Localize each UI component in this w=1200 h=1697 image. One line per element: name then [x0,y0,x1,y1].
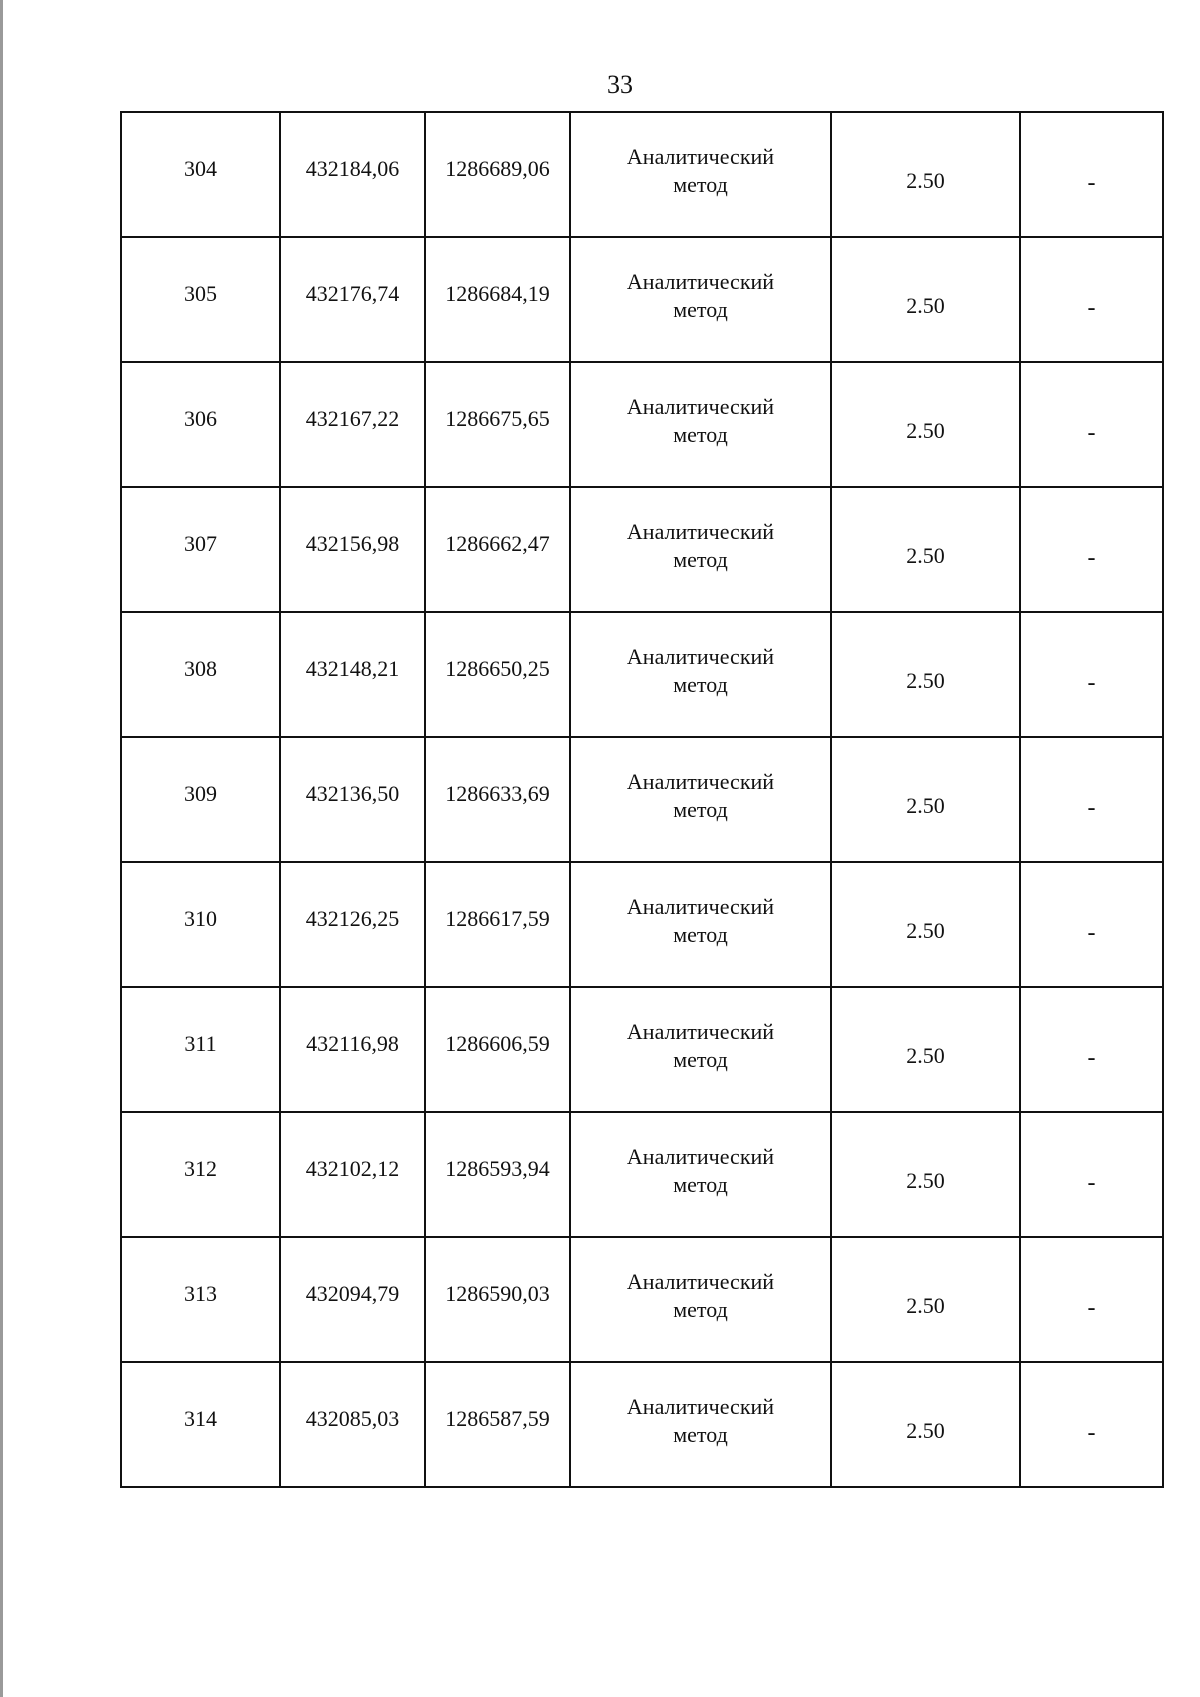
method-cell: Аналитический метод [570,487,831,612]
method-cell: Аналитический метод [570,737,831,862]
table-row [121,487,1163,612]
point-number-cell: 307 [121,487,280,612]
table-row [121,112,1163,237]
extra-cell: - [1020,237,1163,362]
y-coordinate-cell: 1286684,19 [425,237,570,362]
x-coordinate-cell: 432148,21 [280,612,425,737]
point-number-cell: 309 [121,737,280,862]
method-cell: Аналитический метод [570,362,831,487]
method-cell: Аналитический метод [570,612,831,737]
point-number-cell: 310 [121,862,280,987]
y-coordinate-cell: 1286617,59 [425,862,570,987]
extra-cell: - [1020,112,1163,237]
table-row [121,1112,1163,1237]
table-row [121,737,1163,862]
y-coordinate-cell: 1286587,59 [425,1362,570,1487]
accuracy-cell: 2.50 [831,612,1020,737]
method-cell: Аналитический метод [570,987,831,1112]
x-coordinate-cell: 432094,79 [280,1237,425,1362]
extra-cell: - [1020,362,1163,487]
y-coordinate-cell: 1286650,25 [425,612,570,737]
y-coordinate-cell: 1286633,69 [425,737,570,862]
x-coordinate-cell: 432136,50 [280,737,425,862]
x-coordinate-cell: 432116,98 [280,987,425,1112]
extra-cell: - [1020,1237,1163,1362]
method-cell: Аналитический метод [570,862,831,987]
y-coordinate-cell: 1286689,06 [425,112,570,237]
accuracy-cell: 2.50 [831,1362,1020,1487]
accuracy-cell: 2.50 [831,237,1020,362]
table-row [121,987,1163,1112]
method-cell: Аналитический метод [570,1112,831,1237]
accuracy-cell: 2.50 [831,1112,1020,1237]
page-number: 33 [607,70,633,99]
extra-cell: - [1020,737,1163,862]
extra-cell: - [1020,1362,1163,1487]
x-coordinate-cell: 432184,06 [280,112,425,237]
extra-cell: - [1020,487,1163,612]
extra-cell: - [1020,1112,1163,1237]
extra-cell: - [1020,987,1163,1112]
table-row [121,237,1163,362]
point-number-cell: 305 [121,237,280,362]
point-number-cell: 313 [121,1237,280,1362]
x-coordinate-cell: 432167,22 [280,362,425,487]
method-cell: Аналитический метод [570,1237,831,1362]
table-row [121,1362,1163,1487]
x-coordinate-cell: 432102,12 [280,1112,425,1237]
x-coordinate-cell: 432156,98 [280,487,425,612]
y-coordinate-cell: 1286606,59 [425,987,570,1112]
method-cell: Аналитический метод [570,237,831,362]
table-row [121,1237,1163,1362]
point-number-cell: 311 [121,987,280,1112]
accuracy-cell: 2.50 [831,112,1020,237]
extra-cell: - [1020,862,1163,987]
accuracy-cell: 2.50 [831,987,1020,1112]
y-coordinate-cell: 1286590,03 [425,1237,570,1362]
accuracy-cell: 2.50 [831,862,1020,987]
coordinates-table [120,111,1164,1488]
point-number-cell: 308 [121,612,280,737]
point-number-cell: 304 [121,112,280,237]
point-number-cell: 312 [121,1112,280,1237]
table-row [121,612,1163,737]
point-number-cell: 306 [121,362,280,487]
accuracy-cell: 2.50 [831,362,1020,487]
y-coordinate-cell: 1286593,94 [425,1112,570,1237]
x-coordinate-cell: 432085,03 [280,1362,425,1487]
accuracy-cell: 2.50 [831,1237,1020,1362]
extra-cell: - [1020,612,1163,737]
x-coordinate-cell: 432176,74 [280,237,425,362]
table-row [121,362,1163,487]
method-cell: Аналитический метод [570,112,831,237]
method-cell: Аналитический метод [570,1362,831,1487]
point-number-cell: 314 [121,1362,280,1487]
accuracy-cell: 2.50 [831,737,1020,862]
y-coordinate-cell: 1286675,65 [425,362,570,487]
scan-edge-line [0,0,3,1697]
accuracy-cell: 2.50 [831,487,1020,612]
table-row [121,862,1163,987]
x-coordinate-cell: 432126,25 [280,862,425,987]
y-coordinate-cell: 1286662,47 [425,487,570,612]
